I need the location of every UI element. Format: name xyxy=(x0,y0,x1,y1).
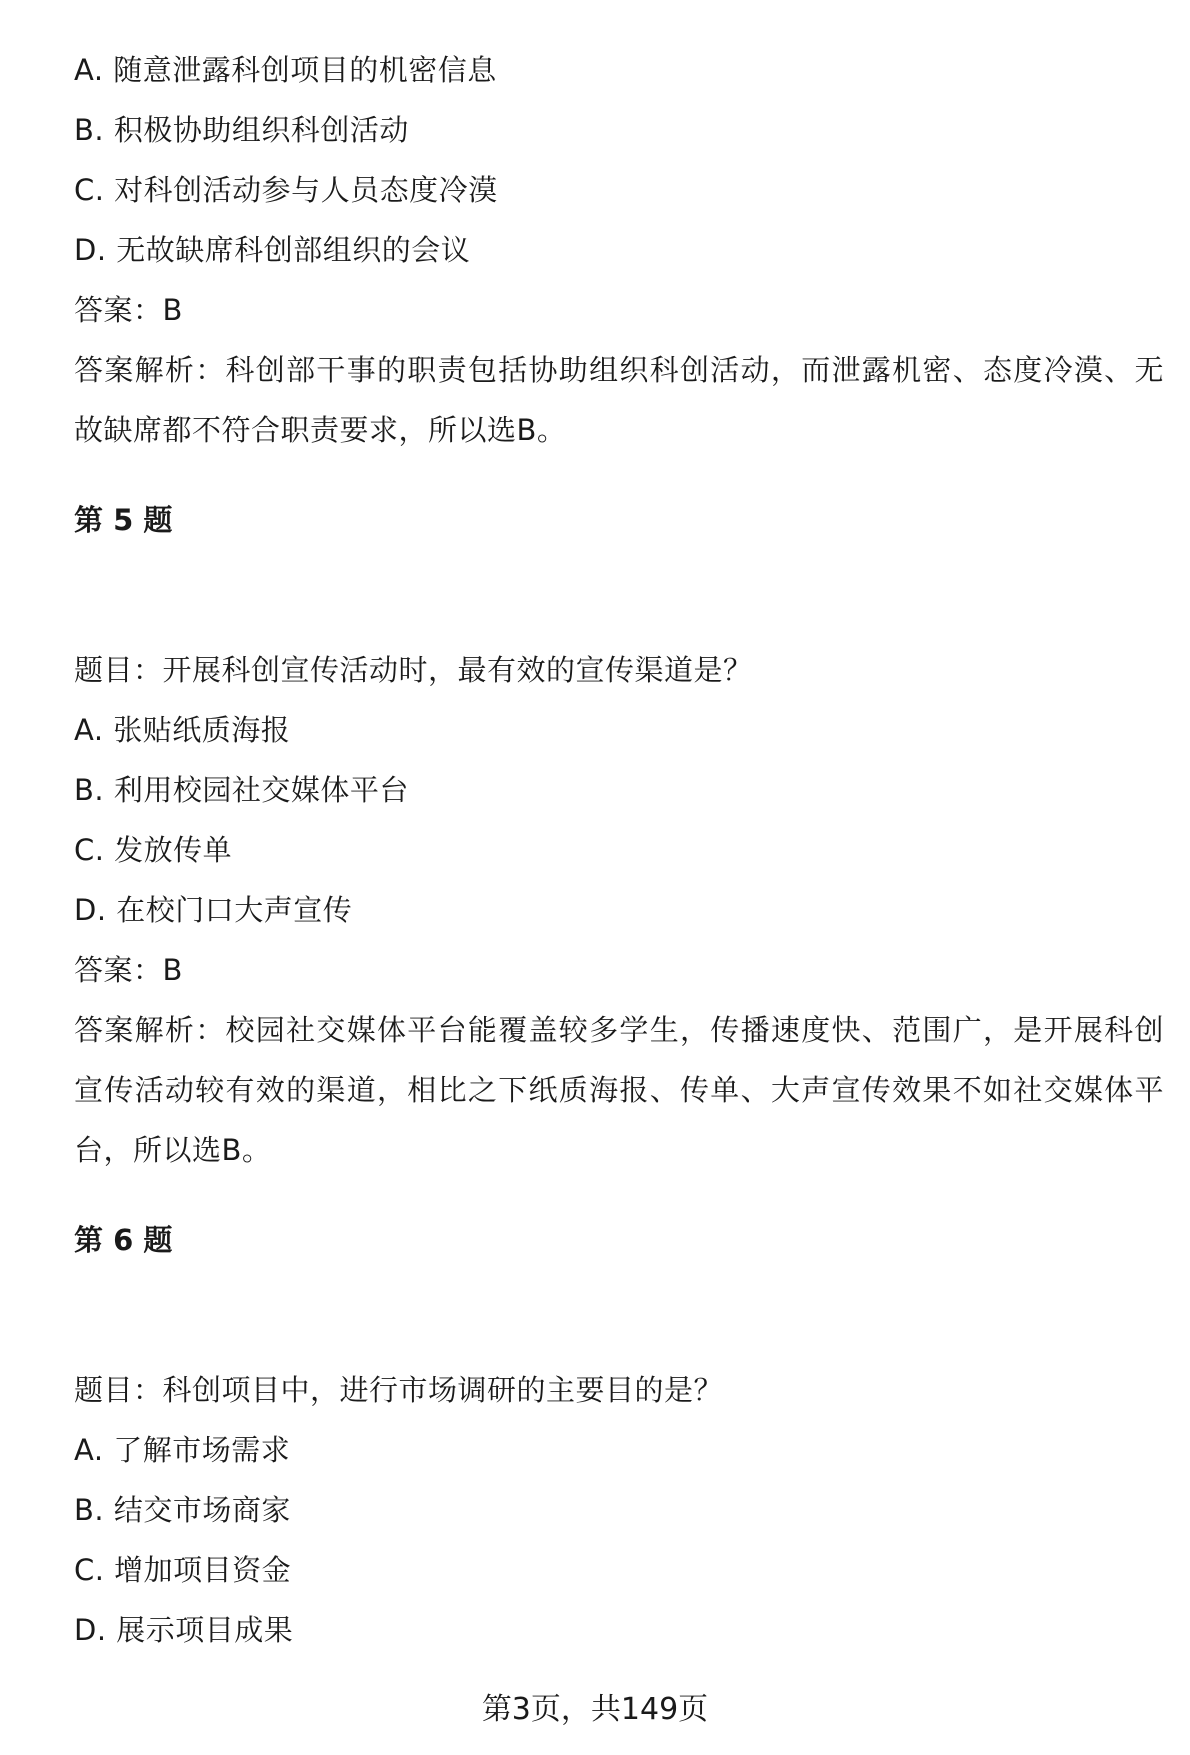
q5-question: 题目：开展科创宣传活动时，最有效的宣传渠道是？ xyxy=(74,653,753,687)
q5-heading: 第 5 题 xyxy=(74,503,173,537)
page-number-footer: 第3页，共149页 xyxy=(481,1692,709,1727)
q6-question: 题目：科创项目中，进行市场调研的主要目的是？ xyxy=(74,1373,724,1407)
q5-analysis: 答案解析：校园社交媒体平台能覆盖较多学生，传播速度快、范围广，是开展科创宣传活动较有效的渠道，相比之下纸质海报、传单、大声宣传效果不如社交媒体平台，所以选B。 xyxy=(74,1013,1164,1167)
q5-option-b: B. 利用校园社交媒体平台 xyxy=(74,773,409,807)
q5-answer: 答案：B xyxy=(74,953,183,987)
q5-option-a: A. 张贴纸质海报 xyxy=(74,713,291,747)
q4-analysis: 答案解析：科创部干事的职责包括协助组织科创活动，而泄露机密、态度冷漠、无故缺席都不符合职责要求，所以选B。 xyxy=(74,353,1164,447)
q5-option-d: D. 在校门口大声宣传 xyxy=(74,893,353,927)
q4-option-a: A. 随意泄露科创项目的机密信息 xyxy=(74,53,497,87)
q5-option-c: C. 发放传单 xyxy=(74,833,233,867)
q4-option-d: D. 无故缺席科创部组织的会议 xyxy=(74,233,471,267)
q4-option-c: C. 对科创活动参与人员态度冷漠 xyxy=(74,173,498,207)
q6-option-d: D. 展示项目成果 xyxy=(74,1613,294,1647)
q4-answer: 答案：B xyxy=(74,293,183,327)
q6-heading: 第 6 题 xyxy=(74,1223,173,1257)
q6-option-b: B. 结交市场商家 xyxy=(74,1493,291,1527)
q4-option-b: B. 积极协助组织科创活动 xyxy=(74,113,409,147)
q6-option-a: A. 了解市场需求 xyxy=(74,1433,291,1467)
q6-option-c: C. 增加项目资金 xyxy=(74,1553,292,1587)
